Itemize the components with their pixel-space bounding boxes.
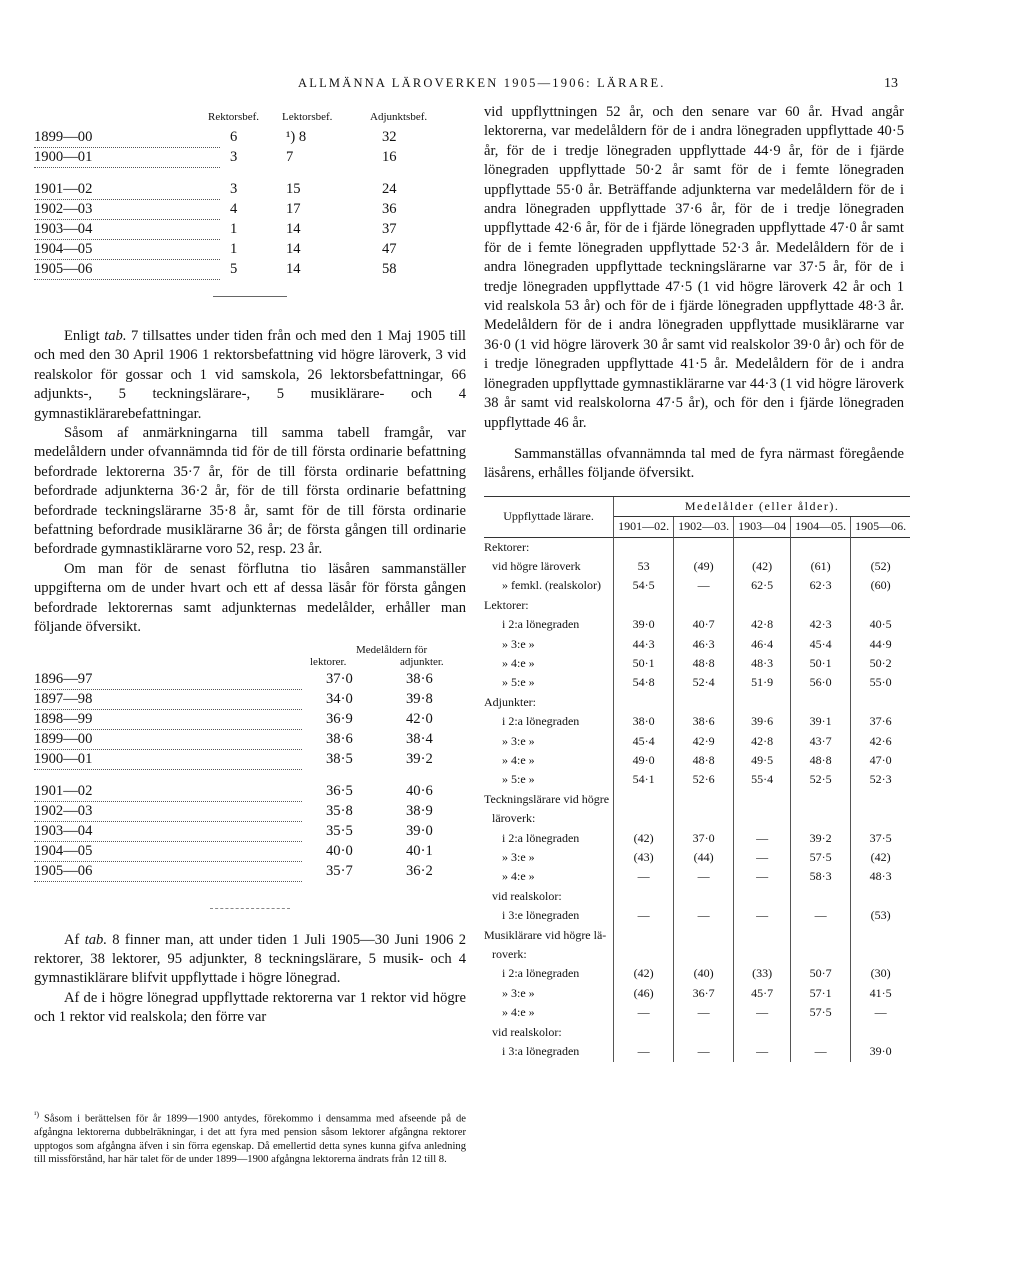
row-year: 1897—98	[34, 690, 302, 710]
value-cell: 62·5	[734, 576, 791, 595]
table-row	[34, 862, 466, 882]
value-cell	[851, 945, 911, 964]
value-cell: 36·7	[674, 984, 734, 1003]
value-cell	[791, 926, 851, 945]
value-cell: (30)	[851, 964, 911, 983]
row-label: vid högre läroverk	[492, 558, 581, 573]
value-cell	[614, 596, 674, 615]
value-rektorsbef: 3	[230, 181, 238, 197]
value-adjunktsbef: 37	[382, 221, 397, 237]
value-cell	[791, 945, 851, 964]
row-label: vid realskolor:	[492, 888, 562, 903]
value-cell	[614, 926, 674, 945]
value-cell: —	[791, 1042, 851, 1061]
row-year: 1898—99	[34, 710, 302, 730]
value-cell	[734, 945, 791, 964]
value-cell: 54·1	[614, 770, 674, 789]
table-row	[484, 751, 910, 770]
row-label: Adjunkter:	[484, 694, 536, 709]
value-adjunktsbef: 36	[382, 201, 397, 217]
row-label: » 3:e »	[502, 850, 535, 865]
row-year: 1903—04	[34, 220, 220, 240]
value-cell	[791, 693, 851, 712]
row-label: » 3:e »	[502, 636, 535, 651]
value-cell: 45·4	[791, 635, 851, 654]
table-row	[34, 710, 466, 730]
value-lektorer: 40·0	[326, 842, 353, 859]
paragraph-average-age: Såsom af anmärkningarna till samma tabell framgår, var medelåldern under ofvannämnda tid för de till första ordinarie befattning befordrade lektorerna 35·7 år, för de till första ordinarie befattning befordrade adjunkterna 36·2 år, för de till första ordinarie befattning befordrade teckningslärarne 35·8 år, samt för de till första ordinarie befattning befordrade musiklärarne 36 år; de första gången till ordinarie befordrade gymnastiklärarne voro 52, resp. 23 år.	[34, 425, 466, 558]
value-lektorer: 35·8	[326, 802, 353, 819]
value-cell	[734, 809, 791, 828]
paragraph-overview-intro: Om man för de senast förflutna tio läsåren sammanställer uppgifterna om de under hvart och ett af dessa läsår för första gången befordrade lektorernas samt adjunkternas medelålder, erhåller man följande öfversikt.	[34, 560, 466, 636]
value-cell	[734, 596, 791, 615]
value-cell	[734, 926, 791, 945]
value-cell: —	[734, 848, 791, 867]
value-cell: 45·4	[614, 732, 674, 751]
table-row	[484, 809, 910, 828]
value-cell	[674, 945, 734, 964]
value-adjunktsbef: 47	[382, 241, 397, 257]
value-cell	[614, 809, 674, 828]
paragraph-appointments: Enligt tab. 7 tillsattes under tiden från och med den 1 Maj 1905 till och med den 30 April 1906 1 rektorsbefattning vid högre läroverk, 3 vid realskolor för gossar och 1 vid samskola, 26 lektorsbefattningar, 66 adjunkts-, 5 teckningslärare-, 5 musiklärare- och 4 gymnastiklärarebefattningar.	[34, 328, 466, 422]
value-cell: 40·5	[851, 615, 911, 634]
value-cell: 50·2	[851, 654, 911, 673]
value-adjunkter: 39·8	[406, 690, 433, 707]
value-cell: 44·3	[614, 635, 674, 654]
value-cell: 48·8	[674, 751, 734, 770]
value-cell: —	[614, 867, 674, 886]
table-row	[484, 596, 910, 615]
value-cell: 48·3	[734, 654, 791, 673]
value-cell	[791, 887, 851, 906]
value-cell	[614, 1023, 674, 1042]
row-year: 1903—04	[34, 822, 302, 842]
table-row	[484, 867, 910, 886]
row-year: 1900—01	[34, 750, 302, 770]
column-group-header: Medelåldern för	[356, 643, 428, 656]
value-rektorsbef: 1	[230, 241, 238, 257]
table-row	[34, 260, 466, 280]
promotion-age-table	[484, 496, 910, 1062]
table-row	[484, 964, 910, 983]
value-lektorer: 36·9	[326, 710, 353, 727]
value-cell	[734, 537, 791, 557]
paragraph-summary-intro: Sammanställas ofvannämnda tal med de fyra närmast föregående läsårens, erhålles följande öfversikt.	[484, 445, 904, 482]
table-row	[484, 712, 910, 731]
row-label: i 2:a lönegraden	[502, 830, 580, 845]
row-label: Lektorer:	[484, 597, 529, 612]
running-title: ALLMÄNNA LÄROVERKEN 1905—1906: LÄRARE.	[298, 76, 666, 90]
value-cell: (42)	[851, 848, 911, 867]
footnote-text: Såsom i berättelsen för år 1899—1900 antydes, förekommo i densamma med afseende på de afgångna lektorerna dubbelräkningar, i det att fyra med pension såsom lektorer afgångna rektorer upptogos som afgångna äfven i sin förra egenskap. Då emellertid detta synes kunna gifva anledning till missförstånd, har här talet för de under 1899—1900 afgångna lektorerna ändrats från 12 till 8.	[34, 1113, 466, 1166]
row-label: läroverk:	[492, 811, 536, 826]
value-lektorer: 35·7	[326, 862, 353, 879]
value-adjunkter: 38·6	[406, 670, 433, 687]
value-adjunkter: 39·2	[406, 750, 433, 767]
value-rektorsbef: 5	[230, 261, 238, 277]
value-adjunkter: 36·2	[406, 862, 433, 879]
row-year: 1899—00	[34, 128, 220, 148]
value-lektorsbef: 17	[286, 201, 301, 217]
value-cell: 55·0	[851, 673, 911, 692]
paragraph-promotions: Af tab. 8 finner man, att under tiden 1 Juli 1905—30 Juni 1906 2 rektorer, 38 lektorer, 95 adjunkter, 8 teckningslärare, 5 musik- och 4 gymnastiklärare blifvit uppflyttade i högre lönegrad.	[34, 931, 466, 987]
value-cell: 39·6	[734, 712, 791, 731]
table-row	[34, 690, 466, 710]
value-cell: —	[614, 1042, 674, 1061]
value-cell: (42)	[614, 829, 674, 848]
value-cell: (40)	[674, 964, 734, 983]
table-row	[484, 635, 910, 654]
value-adjunkter: 40·6	[406, 782, 433, 799]
row-year: 1902—03	[34, 200, 220, 220]
table-row	[34, 750, 466, 770]
value-cell: 43·7	[791, 732, 851, 751]
value-cell: 41·5	[851, 984, 911, 1003]
row-year: 1900—01	[34, 148, 220, 168]
table-row	[484, 848, 910, 867]
value-cell: —	[614, 1003, 674, 1022]
value-lektorer: 35·5	[326, 822, 353, 839]
paragraph-continued: vid uppflyttningen 52 år, och den senare var 60 år. Hvad angår lektorerna, var medelåldern för de i andra lönegraden uppflyttade 40·5 år, för de i tredje lönegraden uppflyttade 44·9 år, för de i fjärde lönegraden uppflyttade 50·2 år samt för de i femte lönegraden uppflyttade 55·0 år. Beträffande adjunkterna var medelåldern för de i andra lönegraden uppflyttade 37·6 år, för de i tredje lönegraden uppflyttade 42·6 år, för de i fjärde lönegraden uppflyttade 47·0 år samt för de i femte lönegraden uppflyttade 52·3 år. Medelåldern för de i andra lönegraden uppflyttade teckningslärarne var 37·5 år, för de i tredje lönegraden uppflyttade 47·5 (1 vid högre läroverk 42 år och 1 vid realskola 53 år) och för de i fjärde lönegraden uppflyttade 48·3 år. Medelåldern för de i andra lönegraden uppflyttade musiklärarne var 36·0 (1 vid högre läroverk 30 år samt vid realskolor 39·0 år) och för de i tredje lönegraden uppflyttade 41·5 år. Medelåldern för de i andra lönegraden uppflyttade gymnastiklärarne var 44·3 (1 vid högre läroverk 38 år samt vid realskolorna 47·5 år), och för den i fjärde lönegraden uppflyttade 46 år.	[484, 104, 904, 431]
value-cell: 40·7	[674, 615, 734, 634]
column-header-lektorsbef: Lektorsbef.	[282, 111, 333, 123]
column-header-adjunktsbef: Adjunktsbef.	[370, 111, 428, 123]
value-cell: 49·0	[614, 751, 674, 770]
value-rektorsbef: 4	[230, 201, 238, 217]
value-cell: —	[734, 829, 791, 848]
value-cell	[734, 693, 791, 712]
value-cell	[851, 809, 911, 828]
value-cell	[674, 537, 734, 557]
value-cell: 44·9	[851, 635, 911, 654]
value-cell	[674, 1023, 734, 1042]
value-adjunktsbef: 32	[382, 129, 397, 145]
value-cell: 39·1	[791, 712, 851, 731]
average-age-table	[34, 644, 466, 906]
value-cell	[674, 809, 734, 828]
value-cell: —	[734, 906, 791, 925]
value-cell: —	[674, 576, 734, 595]
value-cell: 39·2	[791, 829, 851, 848]
value-adjunkter: 38·9	[406, 802, 433, 819]
row-label: » 3:e »	[502, 985, 535, 1000]
value-cell: 45·7	[734, 984, 791, 1003]
value-cell: 62·3	[791, 576, 851, 595]
value-adjunkter: 39·0	[406, 822, 433, 839]
value-cell	[614, 693, 674, 712]
table-row	[484, 654, 910, 673]
value-lektorsbef: 14	[286, 241, 301, 257]
table-row	[484, 673, 910, 692]
value-lektorer: 36·5	[326, 782, 353, 799]
table-row	[484, 984, 910, 1003]
value-cell: 38·0	[614, 712, 674, 731]
value-cell	[851, 537, 911, 557]
value-cell	[614, 790, 674, 809]
row-label: » 4:e »	[502, 655, 535, 670]
value-cell: 46·3	[674, 635, 734, 654]
row-year: 1901—02	[34, 180, 220, 200]
value-cell	[614, 945, 674, 964]
value-cell	[851, 790, 911, 809]
table-row	[34, 802, 466, 822]
value-adjunktsbef: 58	[382, 261, 397, 277]
value-cell	[734, 887, 791, 906]
value-cell: (49)	[674, 557, 734, 576]
footnote-mark: ¹)	[34, 1110, 40, 1119]
row-year: 1899—00	[34, 730, 302, 750]
column-header-lektorer: lektorer.	[310, 655, 347, 668]
value-cell: —	[734, 1042, 791, 1061]
value-cell: 52·4	[674, 673, 734, 692]
value-cell: 57·5	[791, 1003, 851, 1022]
left-column	[34, 108, 466, 1028]
value-cell: (44)	[674, 848, 734, 867]
value-rektorsbef: 6	[230, 129, 238, 145]
value-adjunktsbef: 24	[382, 181, 397, 197]
table-row	[484, 576, 910, 595]
stub-header: Uppflyttade lärare.	[484, 496, 614, 537]
value-cell: 38·6	[674, 712, 734, 731]
table-row	[34, 822, 466, 842]
table-row	[484, 1042, 910, 1061]
value-cell: 58·3	[791, 867, 851, 886]
value-cell: 49·5	[734, 751, 791, 770]
value-lektorer: 37·0	[326, 670, 353, 687]
appointments-table	[34, 108, 466, 298]
column-header-adjunkter: adjunkter.	[400, 655, 444, 668]
row-year: 1902—03	[34, 802, 302, 822]
value-cell: —	[614, 906, 674, 925]
value-cell: (53)	[851, 906, 911, 925]
value-cell	[734, 1023, 791, 1042]
value-cell: 52·5	[791, 770, 851, 789]
value-cell: (43)	[614, 848, 674, 867]
value-cell: 52·6	[674, 770, 734, 789]
value-cell: 52·3	[851, 770, 911, 789]
row-label: i 3:a lönegraden	[502, 1044, 580, 1059]
table-row	[34, 200, 466, 220]
value-cell: 48·3	[851, 867, 911, 886]
value-cell	[851, 926, 911, 945]
table-row	[484, 732, 910, 751]
value-cell: 39·0	[614, 615, 674, 634]
value-cell: (52)	[851, 557, 911, 576]
value-lektorer: 38·5	[326, 750, 353, 767]
column-header-year: 1901—02.	[614, 517, 674, 537]
value-cell	[614, 537, 674, 557]
paragraph-rectors: Af de i högre lönegrad uppflyttade rektorerna var 1 rektor vid högre och 1 rektor vid realskola; den förre var	[34, 989, 466, 1026]
value-cell	[851, 887, 911, 906]
value-cell: 57·1	[791, 984, 851, 1003]
value-cell: 56·0	[791, 673, 851, 692]
value-cell	[674, 596, 734, 615]
row-label: roverk:	[492, 947, 527, 962]
value-cell	[851, 596, 911, 615]
value-cell: —	[674, 1003, 734, 1022]
value-cell: 54·5	[614, 576, 674, 595]
table-row	[34, 128, 466, 148]
value-cell: —	[674, 867, 734, 886]
value-cell: 50·1	[791, 654, 851, 673]
value-cell: 37·6	[851, 712, 911, 731]
column-header-year: 1905—06.	[851, 517, 911, 537]
value-adjunkter: 42·0	[406, 710, 433, 727]
value-cell: 50·7	[791, 964, 851, 983]
row-year: 1905—06	[34, 862, 302, 882]
table-row	[34, 220, 466, 240]
value-cell: 53	[614, 557, 674, 576]
column-header-year: 1902—03.	[674, 517, 734, 537]
table-row	[484, 829, 910, 848]
value-cell: (60)	[851, 576, 911, 595]
table-row	[484, 926, 910, 945]
value-cell: —	[734, 1003, 791, 1022]
footnote	[34, 1108, 466, 1167]
value-cell: 51·9	[734, 673, 791, 692]
table-row	[484, 770, 910, 789]
group-header: Medelålder (eller ålder).	[614, 496, 911, 516]
value-cell: (33)	[734, 964, 791, 983]
value-cell: 46·4	[734, 635, 791, 654]
table-row	[484, 1023, 910, 1042]
value-cell	[734, 790, 791, 809]
row-label: » 5:e »	[502, 675, 535, 690]
value-cell: —	[674, 906, 734, 925]
value-lektorsbef: ¹) 8	[286, 129, 307, 145]
value-lektorsbef: 7	[286, 149, 294, 165]
value-cell: (61)	[791, 557, 851, 576]
row-label: i 2:a lönegraden	[502, 714, 580, 729]
right-column	[484, 103, 907, 1062]
value-lektorsbef: 14	[286, 221, 301, 237]
value-cell: —	[791, 906, 851, 925]
value-cell: 42·6	[851, 732, 911, 751]
table-row	[484, 790, 910, 809]
value-rektorsbef: 1	[230, 221, 238, 237]
column-header-rektorsbef: Rektorsbef.	[208, 111, 260, 123]
row-year: 1904—05	[34, 240, 220, 260]
value-cell	[791, 596, 851, 615]
value-cell: 47·0	[851, 751, 911, 770]
row-year: 1905—06	[34, 260, 220, 280]
table-row	[34, 240, 466, 260]
table-row	[34, 730, 466, 750]
value-cell: 57·5	[791, 848, 851, 867]
table-row	[484, 906, 910, 925]
value-cell	[791, 537, 851, 557]
value-cell: 48·8	[674, 654, 734, 673]
value-lektorsbef: 14	[286, 261, 301, 277]
table-row	[484, 615, 910, 634]
value-cell	[674, 926, 734, 945]
row-label: » femkl. (realskolor)	[502, 578, 601, 593]
row-label: Musiklärare vid högre lä-	[484, 927, 607, 942]
value-cell	[791, 790, 851, 809]
table-row	[484, 693, 910, 712]
table-row	[34, 782, 466, 802]
value-cell: 48·8	[791, 751, 851, 770]
value-cell: —	[734, 867, 791, 886]
running-header	[0, 76, 1024, 98]
column-header-year: 1903—04	[734, 517, 791, 537]
value-cell	[791, 809, 851, 828]
value-cell: 54·8	[614, 673, 674, 692]
table-row	[34, 842, 466, 862]
row-label: » 4:e »	[502, 869, 535, 884]
page-number: 13	[884, 76, 898, 91]
column-header-year: 1904—05.	[791, 517, 851, 537]
value-cell	[851, 1023, 911, 1042]
row-year: 1901—02	[34, 782, 302, 802]
value-adjunktsbef: 16	[382, 149, 397, 165]
row-year: 1896—97	[34, 670, 302, 690]
value-cell: 42·9	[674, 732, 734, 751]
table-row	[484, 1003, 910, 1022]
value-cell: (42)	[734, 557, 791, 576]
row-label: i 2:a lönegraden	[502, 617, 580, 632]
row-label: Rektorer:	[484, 539, 530, 554]
row-year: 1904—05	[34, 842, 302, 862]
value-cell: 39·0	[851, 1042, 911, 1061]
value-cell	[851, 693, 911, 712]
row-label: » 3:e »	[502, 733, 535, 748]
value-adjunkter: 38·4	[406, 730, 433, 747]
row-label: vid realskolor:	[492, 1024, 562, 1039]
table-row	[484, 557, 910, 576]
value-cell: 55·4	[734, 770, 791, 789]
value-cell: 42·8	[734, 615, 791, 634]
value-cell: 42·3	[791, 615, 851, 634]
value-lektorsbef: 15	[286, 181, 301, 197]
table-row	[34, 670, 466, 690]
value-cell: (46)	[614, 984, 674, 1003]
value-cell: 50·1	[614, 654, 674, 673]
section-rule	[210, 908, 290, 909]
value-cell: —	[851, 1003, 911, 1022]
value-cell	[674, 693, 734, 712]
row-label: Teckningslärare vid högre	[484, 791, 610, 806]
value-cell	[614, 887, 674, 906]
row-label: » 5:e »	[502, 772, 535, 787]
table-row	[34, 180, 466, 200]
value-lektorer: 34·0	[326, 690, 353, 707]
value-rektorsbef: 3	[230, 149, 238, 165]
row-label: » 4:e »	[502, 753, 535, 767]
table-row	[484, 537, 910, 557]
row-label: i 2:a lönegraden	[502, 966, 580, 981]
value-cell: (42)	[614, 964, 674, 983]
value-cell	[791, 1023, 851, 1042]
value-cell: 37·5	[851, 829, 911, 848]
value-cell: 42·8	[734, 732, 791, 751]
table-row	[34, 148, 466, 168]
value-adjunkter: 40·1	[406, 842, 433, 859]
row-label: » 4:e »	[502, 1005, 535, 1020]
table-row	[484, 945, 910, 964]
table-row	[484, 887, 910, 906]
value-lektorer: 38·6	[326, 730, 353, 747]
value-cell: 37·0	[674, 829, 734, 848]
value-cell	[674, 887, 734, 906]
value-cell	[674, 790, 734, 809]
value-cell: —	[674, 1042, 734, 1061]
row-label: i 3:e lönegraden	[502, 908, 580, 923]
